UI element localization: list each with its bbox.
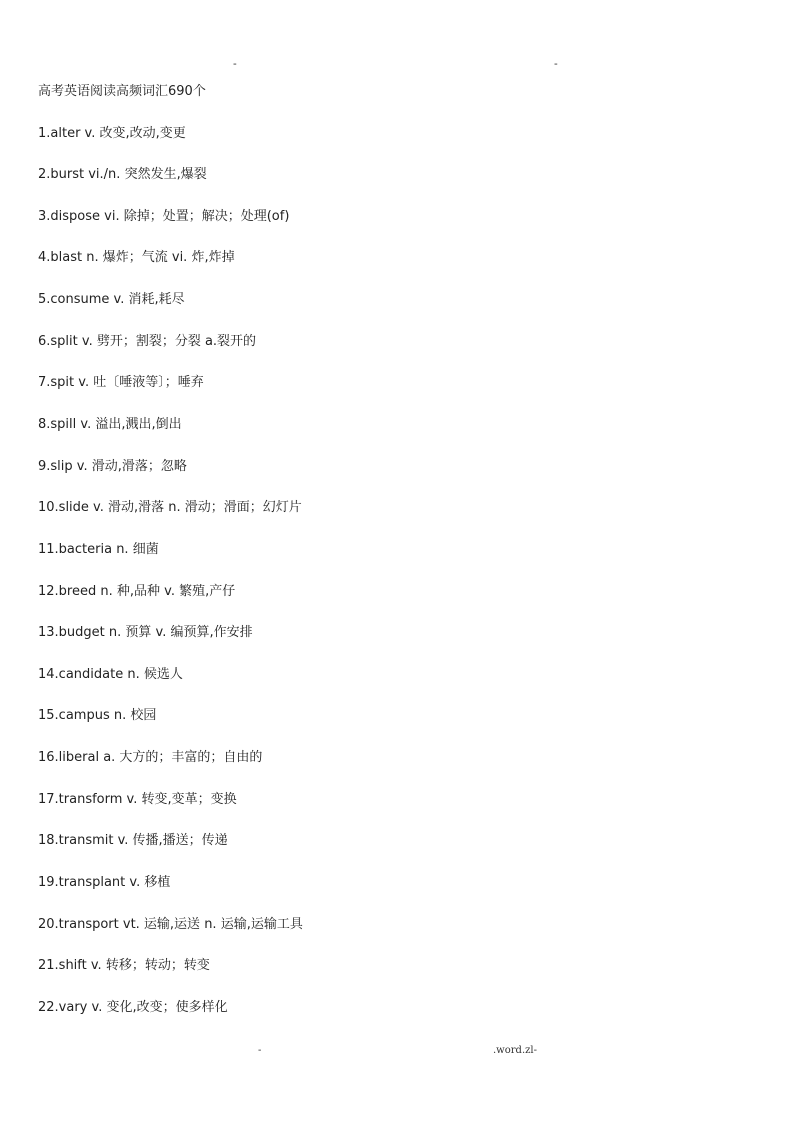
vocab-entry-16: 16.liberal a. 大方的；丰富的；自由的 (38, 750, 263, 766)
vocab-entry-18: 18.transmit v. 传播,播送；传递 (38, 833, 228, 849)
footer-left-mark: - (258, 1045, 262, 1056)
vocab-entry-1: 1.alter v. 改变,改动,变更 (38, 125, 186, 141)
vocab-entry-19: 19.transplant v. 移植 (38, 875, 171, 891)
document-title: 高考英语阅读高频词汇690个 (38, 84, 206, 99)
vocab-entry-12: 12.breed n. 种,品种 v. 繁殖,产仔 (38, 583, 236, 599)
vocab-entry-6: 6.split v. 劈开；割裂；分裂 a.裂开的 (38, 333, 257, 349)
vocab-entry-2: 2.burst vi./n. 突然发生,爆裂 (38, 167, 207, 183)
vocabulary-list (38, 125, 303, 1041)
vocab-entry-7: 7.spit v. 吐〔唾液等〕；唾弃 (38, 375, 204, 391)
vocab-entry-20: 20.transport vt. 运输,运送 n. 运输,运输工具 (38, 916, 303, 932)
vocab-entry-9: 9.slip v. 滑动,滑落；忽略 (38, 458, 187, 474)
vocab-entry-17: 17.transform v. 转变,变革；变换 (38, 791, 237, 807)
vocab-entry-8: 8.spill v. 溢出,溅出,倒出 (38, 416, 182, 432)
vocab-entry-5: 5.consume v. 消耗,耗尽 (38, 292, 185, 308)
vocab-entry-15: 15.campus n. 校园 (38, 708, 157, 724)
vocab-entry-3: 3.dispose vi. 除掉；处置；解决；处理(of) (38, 208, 290, 224)
vocab-entry-4: 4.blast n. 爆炸；气流 vi. 炸,炸掉 (38, 250, 235, 266)
vocab-entry-21: 21.shift v. 转移；转动；转变 (38, 958, 210, 974)
vocab-entry-10: 10.slide v. 滑动,滑落 n. 滑动；滑面；幻灯片 (38, 500, 302, 516)
header-left-mark: - (233, 57, 237, 70)
vocab-entry-13: 13.budget n. 预算 v. 编预算,作安排 (38, 625, 253, 641)
vocab-entry-11: 11.bacteria n. 细菌 (38, 541, 159, 557)
footer-right-mark: .word.zl- (493, 1045, 537, 1056)
header-right-mark: - (554, 57, 558, 70)
vocab-entry-22: 22.vary v. 变化,改变；使多样化 (38, 999, 228, 1015)
vocab-entry-14: 14.candidate n. 候选人 (38, 666, 183, 682)
